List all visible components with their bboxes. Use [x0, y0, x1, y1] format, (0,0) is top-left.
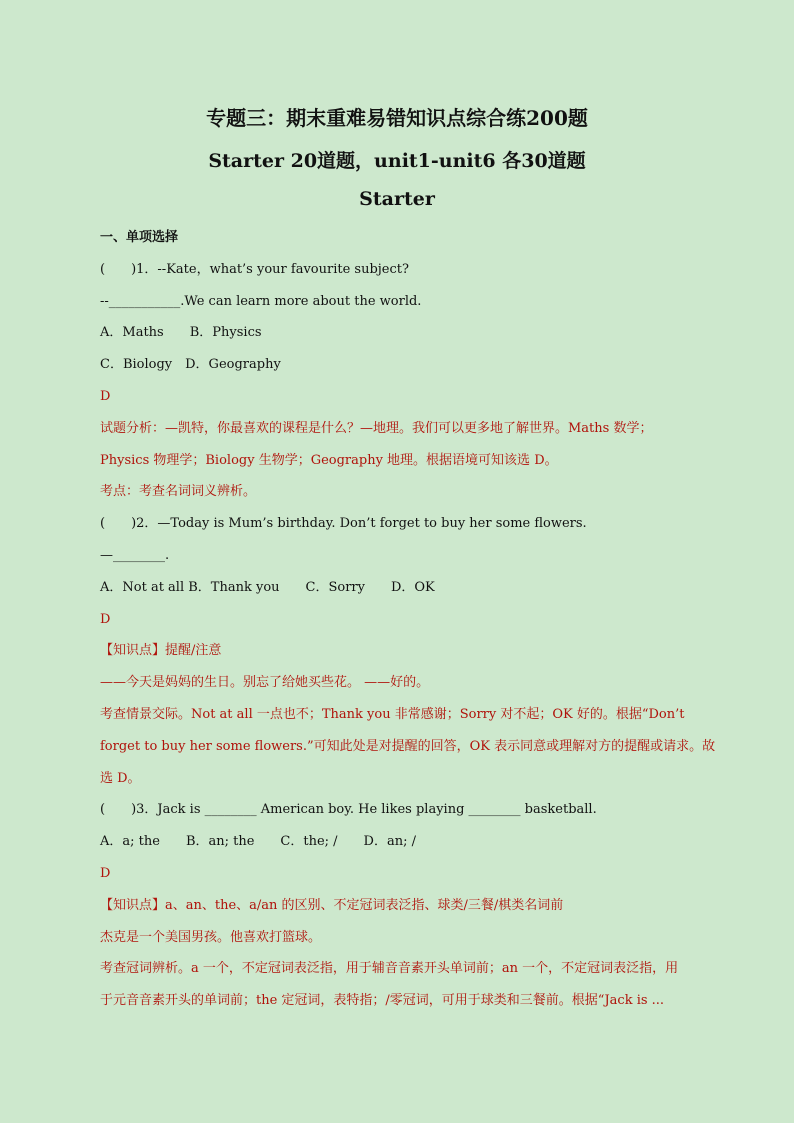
text-line: A．Maths B．Physics: [100, 325, 262, 341]
document-title: 专题三：期末重难易错知识点综合练200题: [206, 106, 588, 130]
text-line: 考查情景交际。Not at all 一点也不；Thank you 非常感谢；Sorry 对不起；OK 好的。根据“Don’t: [100, 706, 685, 722]
text-line: 考点：考查名词词义辨析。: [100, 484, 257, 500]
text-line: ——今天是妈妈的生日。别忘了给她买些花。 ——好的。: [100, 675, 430, 691]
text-line: ( )3．Jack is ________ American boy. He likes playing ________ basketball.: [100, 802, 597, 818]
document-subtitle: Starter 20道题，unit1-unit6 各30道题: [208, 150, 586, 172]
document-body: [100, 227, 725, 1022]
text-line: 试题分析：—凯特，你最喜欢的课程是什么？—地理。我们可以更多地了解世界。Maths 数学；: [100, 420, 653, 436]
text-line: D: [100, 388, 111, 404]
text-line: --___________.We can learn more about the world.: [100, 293, 422, 309]
text-line: 【知识点】提醒/注意: [100, 643, 222, 659]
section-heading: Starter: [359, 188, 435, 210]
text-line: Physics 物理学；Biology 生物学；Geography 地理。根据语境可知该选 D。: [100, 452, 558, 468]
text-line: ( )2．—Today is Mum’s birthday. Don’t forget to buy her some flowers.: [100, 516, 587, 532]
text-line: C．Biology D．Geography: [100, 357, 281, 373]
text-line: 考查冠词辨析。a 一个，不定冠词表泛指，用于辅音音素开头单词前；an 一个，不定冠词表泛指，用: [100, 961, 679, 977]
text-line: D: [100, 611, 111, 627]
text-line: ( )1．--Kate，what’s your favourite subject?: [100, 261, 409, 277]
text-line: 【知识点】a、an、the、a/an 的区别、不定冠词表泛指、球类/三餐/棋类名词前: [100, 897, 564, 913]
text-line: D: [100, 865, 111, 881]
text-line: 一、单项选择: [100, 230, 179, 245]
text-line: 杰克是一个美国男孩。他喜欢打篮球。: [100, 929, 322, 945]
text-line: A．Not at all B．Thank you C．Sorry D．OK: [100, 579, 435, 595]
text-line: 于元音音素开头的单词前；the 定冠词，表特指；/零冠词，可用于球类和三餐前。根据“Jack is ...: [100, 993, 665, 1009]
text-line: forget to buy her some flowers.”可知此处是对提醒的回答，OK 表示同意或理解对方的提醒或请求。故: [100, 738, 716, 754]
text-line: 选 D。: [100, 770, 141, 786]
text-line: —________.: [100, 547, 170, 563]
text-line: A．a; the B．an; the C．the; / D．an; /: [100, 834, 416, 850]
